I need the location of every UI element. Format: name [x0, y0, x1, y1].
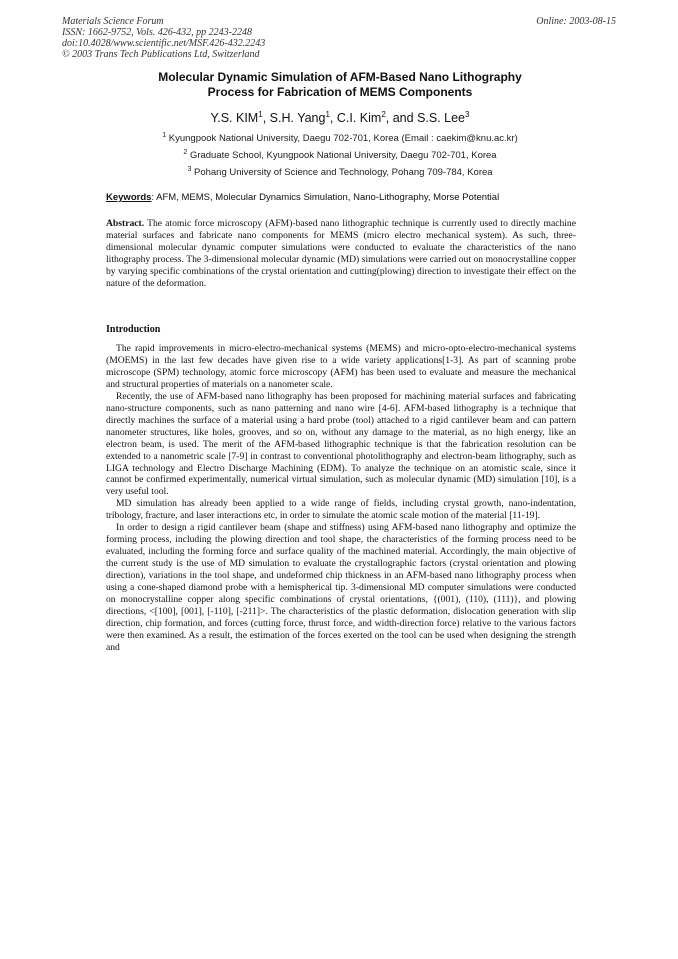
issn-line: ISSN: 1662-9752, Vols. 426-432, pp 2243-2248 — [62, 27, 252, 38]
paragraph: The rapid improvements in micro-electro-mechanical systems (MEMS) and micro-opto-electro-mechanical systems (MOEMS) in the last few decades have given rise to a wide variety applications[1-3]. As part of scanning probe microscope (SPM) technology, atomic force microscopy (AFM) has been used to evaluate and measure the mechanical and structural properties of materials on a nanometer scale. — [106, 343, 576, 390]
online-date: Online: 2003-08-15 — [536, 16, 616, 27]
author-affil-mark: 3 — [465, 109, 470, 119]
paragraph: Recently, the use of AFM-based nano lithography has been proposed for machining material surfaces and fabricating nano-structure components, such as nano patterning and nano wire [4-6]. AFM-based lithography is a technique that directly machines the surface of a material using a hard probe (tool) attached to a rigid cantilever beam and can pattern nanometer structures, like holes, grooves, and so on, without any damage to the material, as no high energy, like an electron beam, is used. The merit of the AFM-based lithographic technique is that the fabrication resolution can be extended to a nanometric scale [7-9] in contrast to conventional photolithography and electron-beam lithography, such as LIGA technology and Electro Discharge Machining (EDM). To analyze the technique on an atomistic scale, since it cannot be confirmed experimentally, numerical virtual simulation, such as molecular dynamic (MD) simulation [10], is a very useful tool. — [106, 390, 576, 498]
author: C.I. Kim — [336, 111, 382, 125]
title-line-1: Molecular Dynamic Simulation of AFM-Based Nano Lithography — [158, 70, 522, 84]
author-affil-mark: 1 — [325, 109, 330, 119]
paper-title — [60, 70, 620, 100]
journal-header — [62, 16, 422, 60]
affiliation-1 — [60, 133, 620, 145]
abstract-label: Abstract. — [106, 218, 145, 229]
copyright-line: © 2003 Trans Tech Publications Ltd, Switzerland — [62, 49, 260, 60]
affiliation-text: Kyungpook National University, Daegu 702-701, Korea (Email : caekim@knu.ac.kr) — [168, 133, 518, 144]
paragraph: MD simulation has already been applied to a wide range of fields, including crystal growth, nano-indentation, tribology, fracture, and laser interactions etc, in order to simulate the atomic scale motion of the material [11-19]. — [106, 498, 576, 522]
author-list — [60, 111, 620, 126]
author: S.S. Lee — [417, 111, 466, 125]
author: S.H. Yang — [269, 111, 326, 125]
doi-link[interactable]: doi:10.4028/www.scientific.net/MSF.426-432.2243 — [62, 38, 266, 49]
affiliation-mark: 3 — [187, 165, 192, 173]
author-affil-mark: 2 — [381, 109, 386, 119]
introduction-body — [106, 343, 576, 654]
author-separator: , — [329, 111, 337, 125]
keywords-text: AFM, MEMS, Molecular Dynamics Simulation, Nano-Lithography, Morse Potential — [156, 192, 500, 203]
journal-name: Materials Science Forum — [62, 16, 164, 27]
author-separator: , — [262, 111, 270, 125]
affiliation-text: Pohang University of Science and Technology, Pohang 709-784, Korea — [193, 167, 493, 178]
paragraph: In order to design a rigid cantilever beam (shape and stiffness) using AFM-based nano lithography and optimize the forming process, including the plowing direction and tool shape, the characteristics of the forming process need to be evaluated, including the forming force and surface quality of the machined material. Accordingly, the main objective of the current study is the use of MD simulation to evaluate the crystallographic factors (crystal orientation and plowing direction), variations in the tool shape, and undeformed chip thickness in an AFM-based nano lithography process when using a cone-shaped diamond probe with a hemispherical tip. 3-dimensional MD computer simulations were conducted on monocrystalline copper along specific combinations of crystal orientations, {(001), (110), (111)}, and plowing directions, <[100], [001], [-110], [-211]>. The characteristics of the plastic deformation, dislocation generation with slip direction, chip formation, and forces (cutting force, thrust force, and width-direction force) relative to the various factors were then examined. As a result, the estimation of the forces exerted on the tool can be used when designing the strength and — [106, 522, 576, 653]
affiliation-mark: 2 — [183, 148, 188, 156]
affiliation-3 — [60, 167, 620, 179]
author-affil-mark: 1 — [258, 109, 263, 119]
keywords-colon: : — [151, 192, 157, 203]
author-separator: , and — [385, 111, 418, 125]
affiliation-text: Graduate School, Kyungpook National University, Daegu 702-701, Korea — [189, 150, 497, 161]
abstract — [106, 218, 576, 289]
author: Y.S. KIM — [210, 111, 259, 125]
abstract-text: The atomic force microscopy (AFM)-based nano lithographic technique is currently used to directly machine material surfaces and fabricate nano components for MEMS (micro electro mechanical system). As such, three-dimensional molecular dynamic computer simulations were conducted to evaluate the characteristics of the nano lithography process. The 3-dimensional molecular dynamic (MD) simulations were carried out on monocrystalline copper by varying specific combinations of the crystal orientation and cutting(plowing) direction to investigate their effect on the nature of the deformation. — [106, 218, 576, 289]
affiliation-mark: 1 — [162, 131, 167, 139]
keywords — [106, 192, 576, 204]
title-line-2: Process for Fabrication of MEMS Components — [207, 85, 473, 99]
keywords-label: Keywords — [106, 192, 152, 203]
affiliation-2 — [60, 150, 620, 162]
introduction-heading: Introduction — [106, 324, 161, 335]
